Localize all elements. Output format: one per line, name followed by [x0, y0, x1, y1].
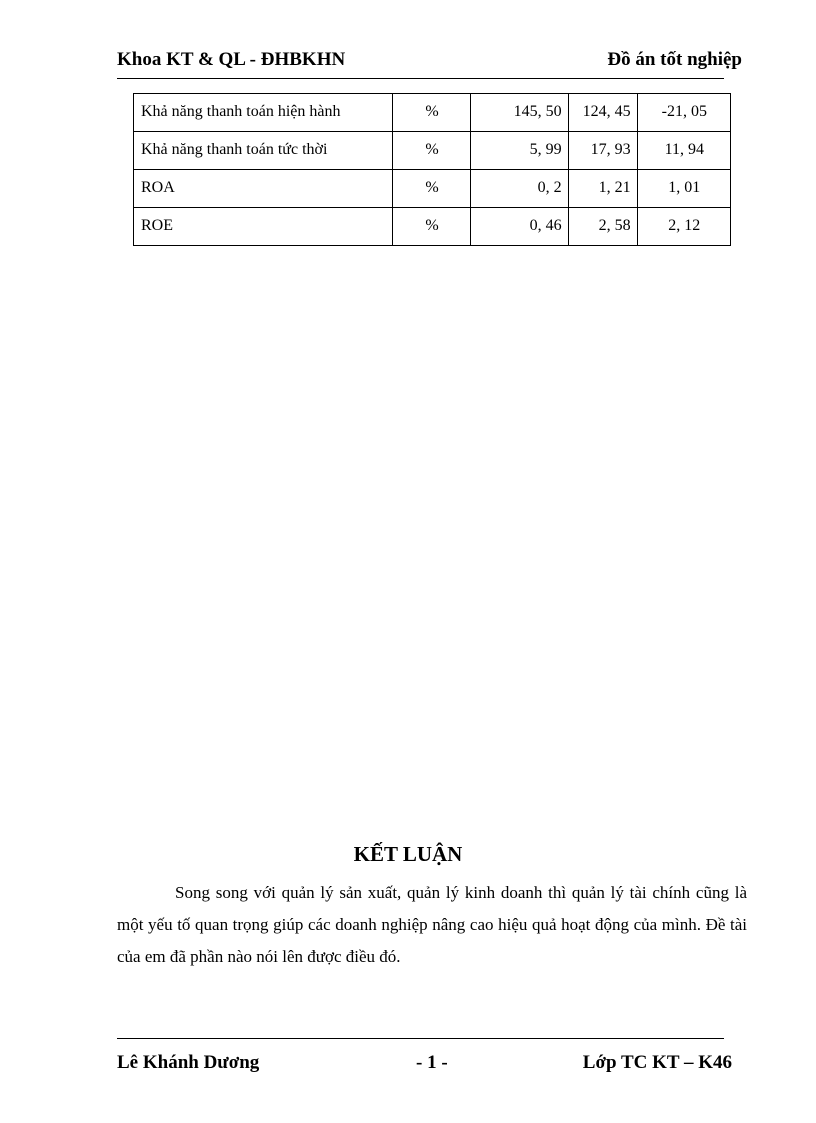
- table-row: [134, 170, 731, 208]
- header-document-type: Đồ án tốt nghiệp: [607, 49, 742, 70]
- change-cell: -21, 05: [637, 94, 730, 132]
- value-year2-cell: 2, 58: [568, 208, 637, 246]
- change-cell: 2, 12: [637, 208, 730, 246]
- value-year2-cell: 1, 21: [568, 170, 637, 208]
- financial-ratios-table: [133, 93, 731, 246]
- change-cell: 1, 01: [637, 170, 730, 208]
- unit-cell: %: [393, 208, 471, 246]
- conclusion-paragraph: Song song với quản lý sản xuất, quản lý kinh doanh thì quản lý tài chính cũng là một yếu tố quan trọng giúp các doanh nghiệp nâng cao hiệu quả hoạt động của mình. Đề tài của em đã phần nào nói lên được điều đó.: [117, 883, 747, 966]
- change-cell: 11, 94: [637, 132, 730, 170]
- value-year2-cell: 124, 45: [568, 94, 637, 132]
- value-year1-cell: 0, 2: [471, 170, 569, 208]
- table-row: [134, 132, 731, 170]
- unit-cell: %: [393, 170, 471, 208]
- unit-cell: %: [393, 132, 471, 170]
- value-year1-cell: 5, 99: [471, 132, 569, 170]
- value-year1-cell: 0, 46: [471, 208, 569, 246]
- header-divider: [117, 78, 724, 79]
- ratio-name-cell: Khả năng thanh toán tức thời: [134, 132, 393, 170]
- footer-author: Lê Khánh Dương: [117, 1052, 260, 1073]
- footer-divider: [117, 1038, 724, 1039]
- unit-cell: %: [393, 94, 471, 132]
- table-row: [134, 208, 731, 246]
- table-row: [134, 94, 731, 132]
- header-faculty: Khoa KT & QL - ĐHBKHN: [117, 49, 346, 70]
- value-year1-cell: 145, 50: [471, 94, 569, 132]
- ratio-name-cell: ROE: [134, 208, 393, 246]
- conclusion-heading: KẾT LUẬN: [353, 842, 463, 866]
- footer-page-number: - 1 -: [416, 1052, 448, 1073]
- ratio-name-cell: Khả năng thanh toán hiện hành: [134, 94, 393, 132]
- value-year2-cell: 17, 93: [568, 132, 637, 170]
- footer-class: Lớp TC KT – K46: [582, 1052, 732, 1073]
- ratio-name-cell: ROA: [134, 170, 393, 208]
